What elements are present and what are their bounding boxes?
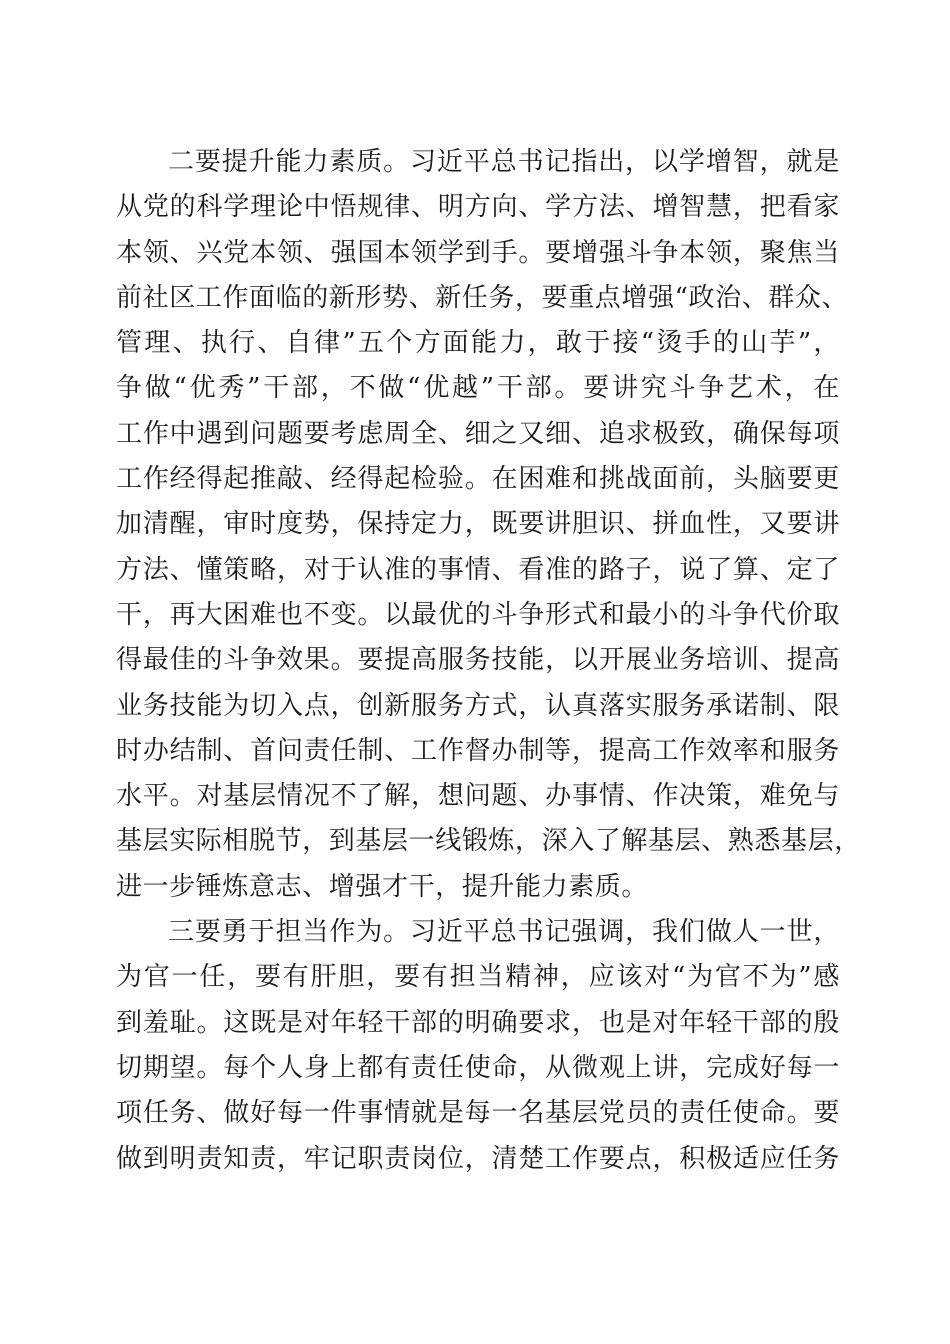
text-line: 基层实际相脱节，到基层一线锻炼，深入了解基层、熟悉基层， (116, 826, 861, 857)
text-line: 业务技能为切入点，创新服务方式，认真落实服务承诺制、限 (116, 690, 840, 721)
text-line: 方法、懂策略，对于认准的事情、看准的路子，说了算、定了 (116, 554, 840, 585)
text-line: 前社区工作面临的新形势、新任务，要重点增强“政治、群众、 (116, 282, 849, 313)
text-line: 本领、兴党本领、强国本领学到手。要增强斗争本领，聚焦当 (116, 237, 840, 268)
text-line: 进一步锤炼意志、增强才干，提升能力素质。 (116, 871, 649, 902)
text-line: 加清醒，审时度势，保持定力，既要讲胆识、拼血性，又要讲 (116, 509, 840, 540)
text-line: 三要勇于担当作为。习近平总书记强调，我们做人一世， (168, 917, 840, 948)
text-line: 得最佳的斗争效果。要提高服务技能，以开展业务培训、提高 (116, 645, 840, 676)
text-line: 水平。对基层情况不了解，想问题、办事情、作决策，难免与 (116, 781, 840, 812)
text-line: 争做“优秀”干部，不做“优越”干部。要讲究斗争艺术，在 (116, 373, 840, 404)
text-line: 工作中遇到问题要考虑周全、细之又细、追求极致，确保每项 (116, 418, 840, 449)
text-line: 到羞耻。这既是对年轻干部的明确要求，也是对年轻干部的殷 (116, 1007, 840, 1038)
text-line: 干，再大困难也不变。以最优的斗争形式和最小的斗争代价取 (116, 599, 840, 630)
text-line: 从党的科学理论中悟规律、明方向、学方法、增智慧，把看家 (116, 192, 840, 223)
text-line: 工作经得起推敲、经得起检验。在困难和挑战面前，头脑要更 (116, 464, 840, 495)
text-line: 项任务、做好每一件事情就是每一名基层党员的责任使命。要 (116, 1098, 840, 1129)
text-line: 切期望。每个人身上都有责任使命，从微观上讲，完成好每一 (116, 1052, 840, 1083)
text-line: 为官一任，要有肝胆，要有担当精神，应该对“为官不为”感 (116, 962, 840, 993)
text-line: 二要提升能力素质。习近平总书记指出，以学增智，就是 (168, 147, 840, 177)
paragraph-ability (116, 140, 861, 910)
body-text (116, 140, 861, 1182)
text-line: 时办结制、首问责任制、工作督办制等，提高工作效率和服务 (116, 735, 840, 766)
text-line: 管理、执行、自律”五个方面能力，敢于接“烫手的山芋”， (116, 328, 840, 359)
paragraph-responsibility (116, 910, 840, 1182)
text-line: 做到明责知责，牢记职责岗位，清楚工作要点，积极适应任务 (116, 1143, 840, 1174)
